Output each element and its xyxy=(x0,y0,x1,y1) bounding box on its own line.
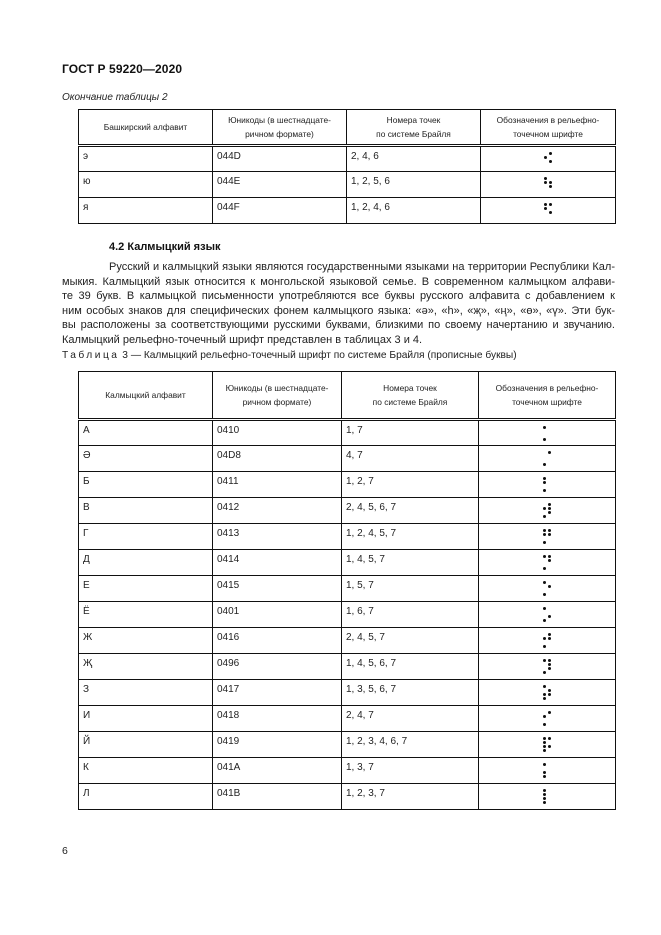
braille-dot xyxy=(548,671,551,674)
header-line: Юникоды (в шестнадцате- xyxy=(225,383,329,393)
cell-braille xyxy=(479,420,616,446)
paragraph-line: Калмыцкий рельефно-точечный шрифт представлен в таблицах 3 и 4. xyxy=(62,333,423,346)
braille-dot xyxy=(548,641,551,644)
cell-unicode: 0412 xyxy=(213,498,342,524)
braille-dot xyxy=(543,511,546,514)
braille-dot xyxy=(548,775,551,778)
cell-unicode: 0419 xyxy=(213,732,342,758)
cell-letter: я xyxy=(79,198,213,224)
braille-dot xyxy=(543,589,546,592)
braille-dot xyxy=(548,801,551,804)
braille-dot xyxy=(543,741,546,744)
braille-dot xyxy=(548,711,551,714)
cell-unicode: 0414 xyxy=(213,550,342,576)
braille-dot xyxy=(543,697,546,700)
cell-braille xyxy=(481,146,616,172)
braille-dot xyxy=(548,567,551,570)
table-row xyxy=(79,198,616,224)
braille-dot xyxy=(548,741,551,744)
braille-dot xyxy=(548,463,551,466)
braille-dot xyxy=(548,426,551,429)
braille-dot xyxy=(543,507,546,510)
column-header-dots xyxy=(347,110,481,146)
braille-dot xyxy=(548,615,551,618)
braille-dot xyxy=(543,663,546,666)
cell-dot-numbers: 1, 6, 7 xyxy=(342,602,479,628)
braille-dot xyxy=(548,489,551,492)
header-line: Юникоды (в шестнадцате- xyxy=(228,115,331,125)
braille-dot xyxy=(549,181,552,184)
braille-cell-icon xyxy=(543,555,552,571)
cell-letter: э xyxy=(79,146,213,172)
braille-dot xyxy=(543,611,546,614)
cell-braille xyxy=(479,628,616,654)
braille-dot xyxy=(543,515,546,518)
braille-dot xyxy=(548,637,551,640)
braille-dot xyxy=(549,160,552,163)
braille-cell-icon xyxy=(543,529,552,545)
braille-dot xyxy=(543,581,546,584)
cell-unicode: 041B xyxy=(213,784,342,810)
table-row xyxy=(79,446,616,472)
braille-cell-icon xyxy=(543,425,552,441)
cell-dot-numbers: 1, 2, 7 xyxy=(342,472,479,498)
cell-dot-numbers: 1, 4, 5, 6, 7 xyxy=(342,654,479,680)
braille-dot xyxy=(543,771,546,774)
braille-dot xyxy=(548,529,551,532)
braille-dot xyxy=(543,641,546,644)
braille-dot xyxy=(549,185,552,188)
braille-dot xyxy=(548,737,551,740)
braille-dot xyxy=(544,189,547,192)
braille-dot xyxy=(548,797,551,800)
column-header-dots xyxy=(342,372,479,420)
cell-letter: Д xyxy=(79,550,213,576)
section-paragraph xyxy=(62,260,615,348)
braille-dot xyxy=(543,426,546,429)
braille-dot xyxy=(548,555,551,558)
braille-dot xyxy=(543,685,546,688)
braille-cell-icon xyxy=(543,477,552,493)
cell-braille xyxy=(479,576,616,602)
braille-dot xyxy=(544,203,547,206)
cell-unicode: 0415 xyxy=(213,576,342,602)
table2-continuation-caption: Окончание таблицы 2 xyxy=(62,92,168,103)
braille-dot xyxy=(543,438,546,441)
braille-dot xyxy=(544,181,547,184)
braille-dot xyxy=(548,607,551,610)
cell-dot-numbers: 1, 2, 4, 5, 7 xyxy=(342,524,479,550)
braille-dot xyxy=(548,633,551,636)
table-label: Таблица xyxy=(62,350,120,361)
braille-dot xyxy=(543,503,546,506)
braille-dot xyxy=(543,459,546,462)
braille-dot xyxy=(548,511,551,514)
braille-dot xyxy=(548,685,551,688)
cell-unicode: 0496 xyxy=(213,654,342,680)
column-header-braille xyxy=(481,110,616,146)
paragraph-line: вы расположены за соответствующими русскими буквами, близкими по своему начертанию и звучанию. xyxy=(62,319,615,332)
braille-dot xyxy=(548,430,551,433)
braille-dot xyxy=(543,749,546,752)
table-title-text: — Калмыцкий рельефно-точечный шрифт по системе Брайля (прописные буквы) xyxy=(130,350,517,361)
cell-dot-numbers: 1, 4, 5, 7 xyxy=(342,550,479,576)
table3-title xyxy=(62,350,517,361)
header-line: ричном формате) xyxy=(245,129,314,139)
header-line: по системе Брайля xyxy=(376,129,451,139)
cell-dot-numbers: 1, 3, 5, 6, 7 xyxy=(342,680,479,706)
table-number: 3 xyxy=(122,350,128,361)
braille-dot xyxy=(548,507,551,510)
cell-unicode: 041A xyxy=(213,758,342,784)
cell-dot-numbers: 1, 5, 7 xyxy=(342,576,479,602)
table-row xyxy=(79,784,616,810)
braille-dot xyxy=(544,152,547,155)
braille-dot xyxy=(543,463,546,466)
column-header-braille xyxy=(479,372,616,420)
braille-dot xyxy=(549,215,552,218)
braille-cell-icon xyxy=(543,763,552,779)
cell-letter: Ж xyxy=(79,628,213,654)
cell-dot-numbers: 2, 4, 6 xyxy=(347,146,481,172)
paragraph-line: те 39 букв. В калмыцкой письменности употребляются все буквы русского алфавита с добавлением к xyxy=(62,290,615,303)
cell-dot-numbers: 4, 7 xyxy=(342,446,479,472)
braille-dot xyxy=(548,589,551,592)
braille-cell-icon xyxy=(543,633,552,649)
braille-dot xyxy=(543,585,546,588)
braille-cell-icon xyxy=(544,151,553,167)
braille-dot xyxy=(543,689,546,692)
paragraph-line: ним особых знаков для специфических фонем калмыцкого языка: «ә», «һ», «җ», «ң», «ө», «ү». Эти бук- xyxy=(62,304,615,317)
cell-unicode: 0410 xyxy=(213,420,342,446)
column-header-unicode xyxy=(213,372,342,420)
table-row xyxy=(79,172,616,198)
table-row xyxy=(79,732,616,758)
table-row xyxy=(79,680,616,706)
braille-dot xyxy=(549,177,552,180)
braille-dot xyxy=(549,152,552,155)
cell-unicode: 0411 xyxy=(213,472,342,498)
braille-dot xyxy=(548,719,551,722)
braille-cell-icon xyxy=(543,685,552,701)
braille-dot xyxy=(543,659,546,662)
cell-letter: Л xyxy=(79,784,213,810)
table-row xyxy=(79,628,616,654)
braille-dot xyxy=(548,749,551,752)
braille-dot xyxy=(548,533,551,536)
table-row xyxy=(79,420,616,446)
braille-cell-icon xyxy=(543,581,552,597)
braille-dot xyxy=(543,489,546,492)
cell-letter: Й xyxy=(79,732,213,758)
braille-dot xyxy=(543,485,546,488)
braille-dot xyxy=(544,177,547,180)
cell-letter: Ә xyxy=(79,446,213,472)
header-line: Номера точек xyxy=(386,115,441,125)
braille-dot xyxy=(543,797,546,800)
header-line: Башкирский алфавит xyxy=(103,122,188,132)
cell-letter: В xyxy=(79,498,213,524)
braille-dot xyxy=(543,671,546,674)
braille-dot xyxy=(543,723,546,726)
cell-braille xyxy=(479,732,616,758)
braille-dot xyxy=(548,593,551,596)
cell-unicode: 044F xyxy=(213,198,347,224)
braille-dot xyxy=(543,481,546,484)
cell-dot-numbers: 2, 4, 7 xyxy=(342,706,479,732)
braille-dot xyxy=(543,477,546,480)
braille-dot xyxy=(548,667,551,670)
braille-dot xyxy=(543,430,546,433)
table-row xyxy=(79,524,616,550)
braille-dot xyxy=(543,737,546,740)
braille-dot xyxy=(548,451,551,454)
braille-dot xyxy=(548,689,551,692)
braille-dot xyxy=(543,637,546,640)
cell-letter: А xyxy=(79,420,213,446)
braille-cell-icon xyxy=(543,503,552,519)
braille-dot xyxy=(549,203,552,206)
cell-unicode: 044D xyxy=(213,146,347,172)
paragraph-line: Русский и калмыцкий языки являются государственными языками на территории Республики Кал- xyxy=(109,261,615,273)
braille-dot xyxy=(543,793,546,796)
braille-dot xyxy=(543,434,546,437)
braille-dot xyxy=(543,567,546,570)
section-title: 4.2 Калмыцкий язык xyxy=(109,241,221,253)
cell-letter: Б xyxy=(79,472,213,498)
cell-braille xyxy=(479,602,616,628)
page-number: 6 xyxy=(62,845,68,857)
table-3-kalmyk-uppercase xyxy=(78,371,616,810)
braille-dot xyxy=(548,503,551,506)
header-line: точечном шрифте xyxy=(513,129,583,139)
table-row xyxy=(79,654,616,680)
braille-dot xyxy=(549,156,552,159)
braille-dot xyxy=(548,434,551,437)
braille-dot xyxy=(543,563,546,566)
cell-unicode: 0413 xyxy=(213,524,342,550)
braille-dot xyxy=(548,585,551,588)
cell-braille xyxy=(479,550,616,576)
document-header: ГОСТ Р 59220—2020 xyxy=(62,62,183,76)
braille-dot xyxy=(548,745,551,748)
table-row xyxy=(79,576,616,602)
table-header-row xyxy=(79,372,616,420)
braille-dot xyxy=(543,775,546,778)
cell-braille xyxy=(479,706,616,732)
braille-dot xyxy=(543,455,546,458)
braille-dot xyxy=(548,485,551,488)
table-row xyxy=(79,472,616,498)
cell-letter: Е xyxy=(79,576,213,602)
braille-dot xyxy=(543,719,546,722)
braille-dot xyxy=(548,455,551,458)
braille-dot xyxy=(543,451,546,454)
braille-dot xyxy=(543,711,546,714)
header-line: Обозначения в рельефно- xyxy=(496,115,600,125)
braille-dot xyxy=(543,533,546,536)
cell-letter: И xyxy=(79,706,213,732)
cell-braille xyxy=(479,472,616,498)
cell-dot-numbers: 2, 4, 5, 7 xyxy=(342,628,479,654)
braille-dot xyxy=(543,555,546,558)
cell-braille xyxy=(479,758,616,784)
braille-cell-icon xyxy=(544,203,553,219)
braille-dot xyxy=(543,607,546,610)
braille-dot xyxy=(548,767,551,770)
cell-letter: Ё xyxy=(79,602,213,628)
braille-cell-icon xyxy=(543,451,552,467)
braille-dot xyxy=(543,541,546,544)
braille-cell-icon xyxy=(543,607,552,623)
braille-dot xyxy=(548,771,551,774)
cell-letter: З xyxy=(79,680,213,706)
braille-dot xyxy=(548,438,551,441)
braille-dot xyxy=(548,715,551,718)
table-row xyxy=(79,602,616,628)
header-line: ричном формате) xyxy=(242,397,312,407)
braille-dot xyxy=(543,693,546,696)
braille-dot xyxy=(549,207,552,210)
braille-dot xyxy=(548,541,551,544)
braille-cell-icon xyxy=(543,737,552,753)
table-2-bashkir-end xyxy=(78,109,616,224)
braille-dot xyxy=(543,537,546,540)
cell-dot-numbers: 2, 4, 5, 6, 7 xyxy=(342,498,479,524)
braille-cell-icon xyxy=(543,711,552,727)
cell-dot-numbers: 1, 3, 7 xyxy=(342,758,479,784)
braille-dot xyxy=(548,515,551,518)
braille-dot xyxy=(548,477,551,480)
braille-dot xyxy=(548,459,551,462)
braille-cell-icon xyxy=(543,659,552,675)
braille-dot xyxy=(543,763,546,766)
braille-dot xyxy=(548,537,551,540)
cell-braille xyxy=(479,680,616,706)
braille-dot xyxy=(548,793,551,796)
table-row xyxy=(79,550,616,576)
table-row xyxy=(79,706,616,732)
braille-dot xyxy=(548,619,551,622)
column-header-unicode xyxy=(213,110,347,146)
braille-dot xyxy=(549,211,552,214)
header-line: Калмыцкий алфавит xyxy=(105,390,186,400)
braille-dot xyxy=(548,723,551,726)
braille-dot xyxy=(543,715,546,718)
cell-unicode: 0401 xyxy=(213,602,342,628)
cell-braille xyxy=(479,524,616,550)
table-header-row xyxy=(79,110,616,146)
braille-dot xyxy=(548,645,551,648)
table-row xyxy=(79,498,616,524)
braille-dot xyxy=(543,633,546,636)
braille-dot xyxy=(543,767,546,770)
cell-dot-numbers: 1, 2, 5, 6 xyxy=(347,172,481,198)
braille-dot xyxy=(548,663,551,666)
braille-dot xyxy=(549,189,552,192)
braille-dot xyxy=(548,693,551,696)
cell-braille xyxy=(479,654,616,680)
braille-cell-icon xyxy=(543,789,552,805)
braille-dot xyxy=(543,801,546,804)
braille-dot xyxy=(543,645,546,648)
braille-dot xyxy=(544,211,547,214)
cell-dot-numbers: 1, 2, 3, 7 xyxy=(342,784,479,810)
column-header-alphabet xyxy=(79,372,213,420)
braille-dot xyxy=(544,160,547,163)
header-line: Номера точек xyxy=(383,383,437,393)
braille-dot xyxy=(548,563,551,566)
braille-dot xyxy=(544,156,547,159)
cell-letter: Җ xyxy=(79,654,213,680)
table-row xyxy=(79,146,616,172)
braille-dot xyxy=(548,697,551,700)
cell-letter: К xyxy=(79,758,213,784)
braille-dot xyxy=(543,667,546,670)
braille-dot xyxy=(544,215,547,218)
braille-dot xyxy=(543,745,546,748)
braille-dot xyxy=(543,529,546,532)
braille-dot xyxy=(544,207,547,210)
cell-dot-numbers: 1, 7 xyxy=(342,420,479,446)
cell-unicode: 0416 xyxy=(213,628,342,654)
column-header-alphabet xyxy=(79,110,213,146)
table-row xyxy=(79,758,616,784)
cell-dot-numbers: 1, 2, 3, 4, 6, 7 xyxy=(342,732,479,758)
braille-dot xyxy=(548,763,551,766)
header-line: Обозначения в рельефно- xyxy=(495,383,599,393)
cell-unicode: 04D8 xyxy=(213,446,342,472)
cell-letter: Г xyxy=(79,524,213,550)
braille-cell-icon xyxy=(544,177,553,193)
cell-unicode: 044E xyxy=(213,172,347,198)
braille-dot xyxy=(548,559,551,562)
header-line: точечном шрифте xyxy=(512,397,582,407)
braille-dot xyxy=(548,659,551,662)
header-line: по системе Брайля xyxy=(372,397,448,407)
cell-braille xyxy=(479,784,616,810)
braille-dot xyxy=(549,164,552,167)
cell-braille xyxy=(479,446,616,472)
braille-dot xyxy=(544,185,547,188)
braille-dot xyxy=(543,615,546,618)
cell-braille xyxy=(479,498,616,524)
cell-dot-numbers: 1, 2, 4, 6 xyxy=(347,198,481,224)
paragraph-line: мыкия. Калмыцкий язык относится к монгольской языковой семье. В современном калмыцком алфави- xyxy=(62,275,615,288)
braille-dot xyxy=(543,559,546,562)
braille-dot xyxy=(543,593,546,596)
braille-dot xyxy=(543,789,546,792)
braille-dot xyxy=(548,481,551,484)
cell-unicode: 0417 xyxy=(213,680,342,706)
cell-letter: ю xyxy=(79,172,213,198)
cell-braille xyxy=(481,172,616,198)
braille-dot xyxy=(548,789,551,792)
braille-dot xyxy=(548,611,551,614)
braille-dot xyxy=(548,581,551,584)
cell-braille xyxy=(481,198,616,224)
cell-unicode: 0418 xyxy=(213,706,342,732)
braille-dot xyxy=(544,164,547,167)
braille-dot xyxy=(543,619,546,622)
